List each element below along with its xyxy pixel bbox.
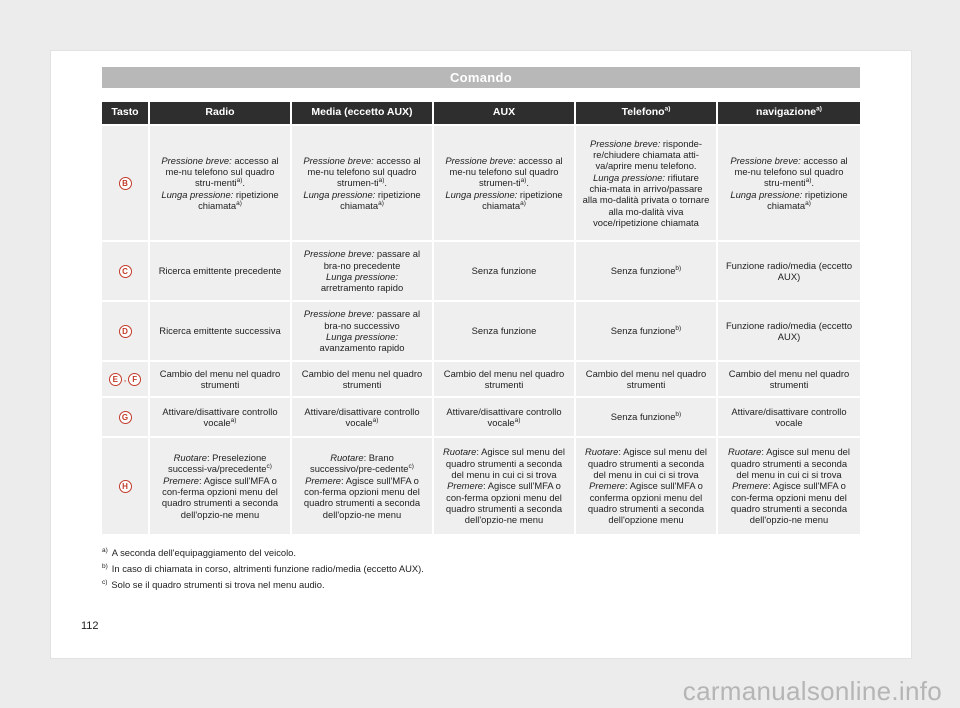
footnote-ref: b) — [675, 325, 682, 333]
footnote-b: $^{b)}$ In caso di chiamata in corso, altrimenti funzione radio/media (eccetto AUX). — [102, 562, 424, 574]
cell-text: Ruotare — [728, 446, 762, 458]
table-cell — [576, 124, 718, 240]
table-cell — [150, 436, 292, 534]
key-separator: , — [123, 373, 127, 384]
table-cell — [434, 300, 576, 360]
cell-text: Funzione radio/media (eccetto AUX) — [725, 259, 853, 282]
footnote-ref: b) — [675, 265, 682, 273]
key-cell — [102, 300, 150, 360]
cell-text: Cambio del menu nel quadro strumenti — [159, 367, 281, 390]
page-number: 112 — [81, 620, 99, 632]
cell-text: Premere — [163, 474, 200, 486]
table-cell — [150, 240, 292, 300]
cell-text: avanzamento rapido — [319, 342, 405, 354]
watermark-text: carmanualsonline.info — [682, 676, 942, 706]
cell-text: Pressione breve: — [161, 154, 232, 166]
table-row — [102, 396, 860, 436]
cell-text: Cambio del menu nel quadro strumenti — [443, 367, 565, 390]
cell-text: Cambio del menu nel quadro strumenti — [728, 367, 850, 390]
cell-text: ripetizione chiamata — [340, 188, 421, 211]
cell-text: Lunga pressione: — [161, 188, 234, 200]
key-badge-icon: E — [109, 373, 122, 386]
footnote-ref: c) — [408, 463, 414, 471]
footnote-ref: a) — [378, 199, 384, 207]
table-cell — [292, 396, 434, 436]
controls-table — [102, 102, 860, 534]
footnote-ref: a) — [372, 416, 379, 424]
cell-text: . — [526, 177, 530, 189]
table-header-row — [102, 102, 860, 124]
table-row — [102, 300, 860, 360]
cell-text: accesso al me-nu telefono sul quadro stru-menti — [734, 154, 848, 189]
table-cell — [150, 300, 292, 360]
table-cell — [576, 300, 718, 360]
cell-text: Ruotare — [585, 446, 619, 458]
header-media: Media (eccetto AUX) — [292, 102, 434, 124]
cell-text: : Brano successivo/pre-cedente — [310, 452, 409, 475]
table-row — [102, 240, 860, 300]
cell-text: Pressione breve: — [730, 154, 801, 166]
table-cell — [434, 240, 576, 300]
table-row — [102, 436, 860, 534]
cell-text: Lunga pressione: — [730, 188, 803, 200]
footnote-ref: a) — [236, 199, 242, 207]
cell-text: . — [811, 177, 815, 189]
footnotes — [102, 545, 860, 593]
cell-text: Lunga pressione: — [445, 188, 518, 200]
cell-text: Ruotare — [330, 452, 364, 464]
cell-text: Attivare/disattivare controllo vocale — [446, 405, 562, 428]
footnote-ref: a) — [514, 416, 521, 424]
cell-text: Senza funzione — [471, 325, 537, 337]
footnote-ref: a) — [230, 416, 237, 424]
table-cell — [292, 124, 434, 240]
table-cell — [292, 436, 434, 534]
cell-text: Attivare/disattivare controllo vocale — [304, 405, 420, 428]
cell-text: Ricerca emittente precedente — [158, 265, 282, 277]
cell-text: . — [242, 177, 246, 189]
key-cell — [102, 360, 150, 396]
cell-text: Lunga pressione: — [303, 188, 376, 200]
cell-text: Pressione breve: — [589, 137, 661, 149]
key-badge-icon: B — [119, 177, 132, 190]
table-cell — [576, 436, 718, 534]
table-cell — [718, 124, 860, 240]
table-cell — [576, 396, 718, 436]
header-navigazione: navigazione$^{a)}$ — [718, 102, 860, 124]
cell-text: Senza funzione — [610, 325, 676, 337]
cell-text: risponde-re/chiudere chiamata atti-va/aprire menu telefono. — [593, 137, 703, 172]
table-row — [102, 124, 860, 240]
cell-text: accesso al me-nu telefono sul quadro strumen-ti — [307, 154, 421, 189]
table-cell — [150, 396, 292, 436]
table-cell — [434, 436, 576, 534]
table-cell — [718, 436, 860, 534]
key-badge-icon: F — [128, 373, 141, 386]
cell-text: Premere — [447, 480, 484, 492]
header-telefono: Telefono$^{a)}$ — [576, 102, 718, 124]
cell-text: Senza funzione — [471, 265, 537, 277]
cell-text: Attivare/disattivare controllo vocale — [731, 405, 847, 428]
cell-text: Premere — [305, 474, 342, 486]
cell-text: Attivare/disattivare controllo vocale — [162, 405, 278, 428]
cell-text: Lunga pressione: — [326, 271, 398, 282]
cell-text: : Agisce sul menu del quadro strumenti a seconda del menu in cui ci si trova — [730, 446, 850, 481]
footnote-ref: a) — [520, 199, 526, 207]
table-cell — [434, 396, 576, 436]
cell-text: Cambio del menu nel quadro strumenti — [301, 367, 423, 390]
table-cell — [576, 240, 718, 300]
table-row — [102, 360, 860, 396]
footnote-ref: a) — [805, 199, 811, 207]
cell-text: Pressione breve: — [445, 154, 516, 166]
header-tasto: Tasto — [102, 102, 150, 124]
table-cell — [150, 124, 292, 240]
footnote-ref: c) — [266, 463, 272, 471]
footnote-c: $^{c)}$ Solo se il quadro strumenti si trova nel menu audio. — [102, 578, 325, 590]
key-badge-icon: H — [119, 480, 132, 493]
header-radio: Radio — [150, 102, 292, 124]
footnote-a: $^{a)}$ A seconda dell'equipaggiamento del veicolo. — [102, 546, 296, 558]
cell-text: : Agisce sull'MFA o con-ferma opzioni menu del quadro strumenti a seconda dell'opzio-ne menu — [303, 474, 421, 520]
cell-text: Senza funzione — [610, 411, 676, 423]
table-cell — [434, 124, 576, 240]
table-cell — [718, 360, 860, 396]
cell-text: ripetizione chiamata — [767, 188, 848, 211]
cell-text: Premere — [589, 480, 626, 492]
cell-text: Ruotare — [173, 452, 207, 464]
cell-text: passare al bra-no successivo — [324, 308, 421, 331]
table-cell — [292, 360, 434, 396]
key-cell — [102, 240, 150, 300]
table-cell — [292, 240, 434, 300]
cell-text: Funzione radio/media (eccetto AUX) — [725, 319, 853, 342]
key-badge-icon: D — [119, 325, 132, 338]
footnote-ref: a) — [378, 177, 385, 185]
cell-text: Pressione breve: — [303, 308, 375, 320]
table-cell — [718, 396, 860, 436]
key-cell — [102, 396, 150, 436]
footnote-ref: a) — [236, 177, 243, 185]
cell-text: ripetizione chiamata — [198, 188, 279, 211]
manual-page — [50, 50, 912, 659]
cell-text: Ruotare — [443, 446, 477, 458]
cell-text: Pressione breve: — [303, 248, 375, 260]
cell-text: : Agisce sul menu del quadro strumenti a seconda del menu in cui ci si trova — [445, 446, 565, 481]
table-cell — [292, 300, 434, 360]
cell-text: Senza funzione — [610, 265, 676, 277]
cell-text: : Agisce sull'MFA o con-ferma opzioni menu del quadro strumenti a seconda dell'opzio-ne menu — [445, 480, 563, 526]
cell-text: rifiutare chia-mata in arrivo/passare alla mo-dalità privata o tornare alla mo-dalità viva voce/ripetizione chiamata — [582, 171, 710, 228]
key-cell — [102, 436, 150, 534]
cell-text: Pressione breve: — [303, 154, 374, 166]
table-cell — [150, 360, 292, 396]
table-cell — [718, 300, 860, 360]
cell-text: passare al bra-no precedente — [323, 248, 421, 271]
key-cell — [102, 124, 150, 240]
header-aux: AUX — [434, 102, 576, 124]
footnote-ref: a) — [805, 177, 812, 185]
cell-text: ripetizione chiamata — [482, 188, 563, 211]
cell-text: : Preselezione successi-va/precedente — [168, 452, 267, 475]
cell-text: : Agisce sull'MFA o con-ferma opzioni menu del quadro strumenti a seconda dell'opzio-ne menu — [161, 474, 279, 520]
cell-text: : Agisce sull'MFA o conferma opzioni menu del quadro strumenti a seconda dell'opzione menu — [587, 480, 705, 526]
cell-text: . — [384, 177, 388, 189]
cell-text: Lunga pressione: — [326, 331, 398, 342]
cell-text: : Agisce sull'MFA o con-ferma opzioni menu del quadro strumenti a seconda dell'opzio-ne menu — [730, 480, 848, 526]
cell-text: accesso al me-nu telefono sul quadro stru-menti — [165, 154, 279, 189]
table-cell — [576, 360, 718, 396]
table-cell — [434, 360, 576, 396]
cell-text: accesso al me-nu telefono sul quadro strumen-ti — [449, 154, 563, 189]
footnote-ref: a) — [520, 177, 527, 185]
cell-text: Cambio del menu nel quadro strumenti — [585, 367, 707, 390]
cell-text: : Agisce sul menu del quadro strumenti a seconda del menu in cui ci si trova — [587, 446, 707, 481]
cell-text: Lunga pressione: — [593, 171, 666, 183]
cell-text: arretramento rapido — [320, 282, 404, 294]
key-badge-icon: G — [119, 411, 132, 424]
cell-text: Ricerca emittente successiva — [159, 325, 281, 337]
key-badge-icon: C — [119, 265, 132, 278]
table-title-banner: Comando — [102, 67, 860, 88]
table-cell — [718, 240, 860, 300]
footnote-ref: b) — [675, 411, 682, 419]
cell-text: Premere — [732, 480, 769, 492]
